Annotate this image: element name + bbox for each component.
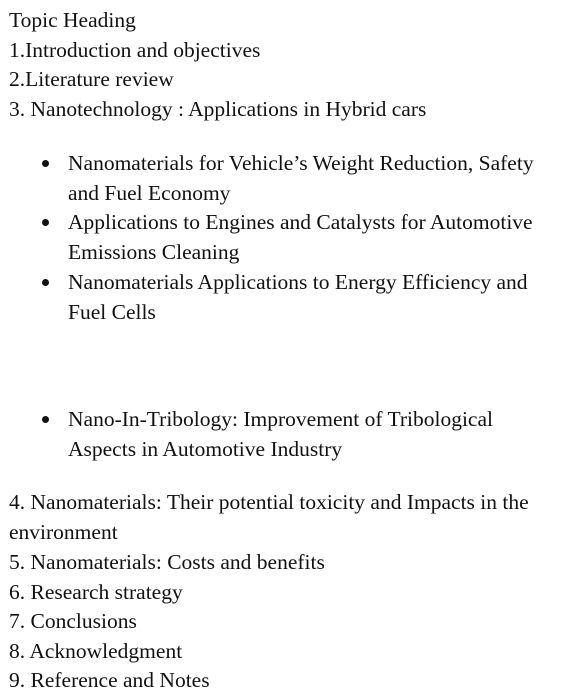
outline-item-6: 6. Research strategy <box>9 580 183 604</box>
bullet-text: Applications to Engines and Catalysts for Automotive Emissions Cleaning <box>68 210 533 264</box>
bullet-text: Nanomaterials Applications to Energy Efficiency and Fuel Cells <box>68 270 528 324</box>
bullet-icon <box>42 279 49 286</box>
outline-item-1: 1.Introduction and objectives <box>9 38 261 62</box>
outline-item-8: 8. Acknowledgment <box>9 639 183 663</box>
outline-item-2: 2.Literature review <box>9 67 174 91</box>
bullet-text: Nanomaterials for Vehicle’s Weight Reduction, Safety and Fuel Economy <box>68 151 534 205</box>
topic-heading: Topic Heading <box>9 8 136 32</box>
bullet-icon <box>42 160 49 167</box>
bullet-icon <box>42 219 49 226</box>
outline-item-4: 4. Nanomaterials: Their potential toxicity and Impacts in the environment <box>9 490 529 544</box>
bullet-text: Nano-In-Tribology: Improvement of Tribological Aspects in Automotive Industry <box>68 407 493 461</box>
outline-item-5: 5. Nanomaterials: Costs and benefits <box>9 550 325 574</box>
outline-item-3: 3. Nanotechnology : Applications in Hybrid cars <box>9 97 427 121</box>
outline-item-9: 9. Reference and Notes <box>9 668 210 692</box>
bullet-icon <box>42 416 49 423</box>
outline-item-7: 7. Conclusions <box>9 609 137 633</box>
